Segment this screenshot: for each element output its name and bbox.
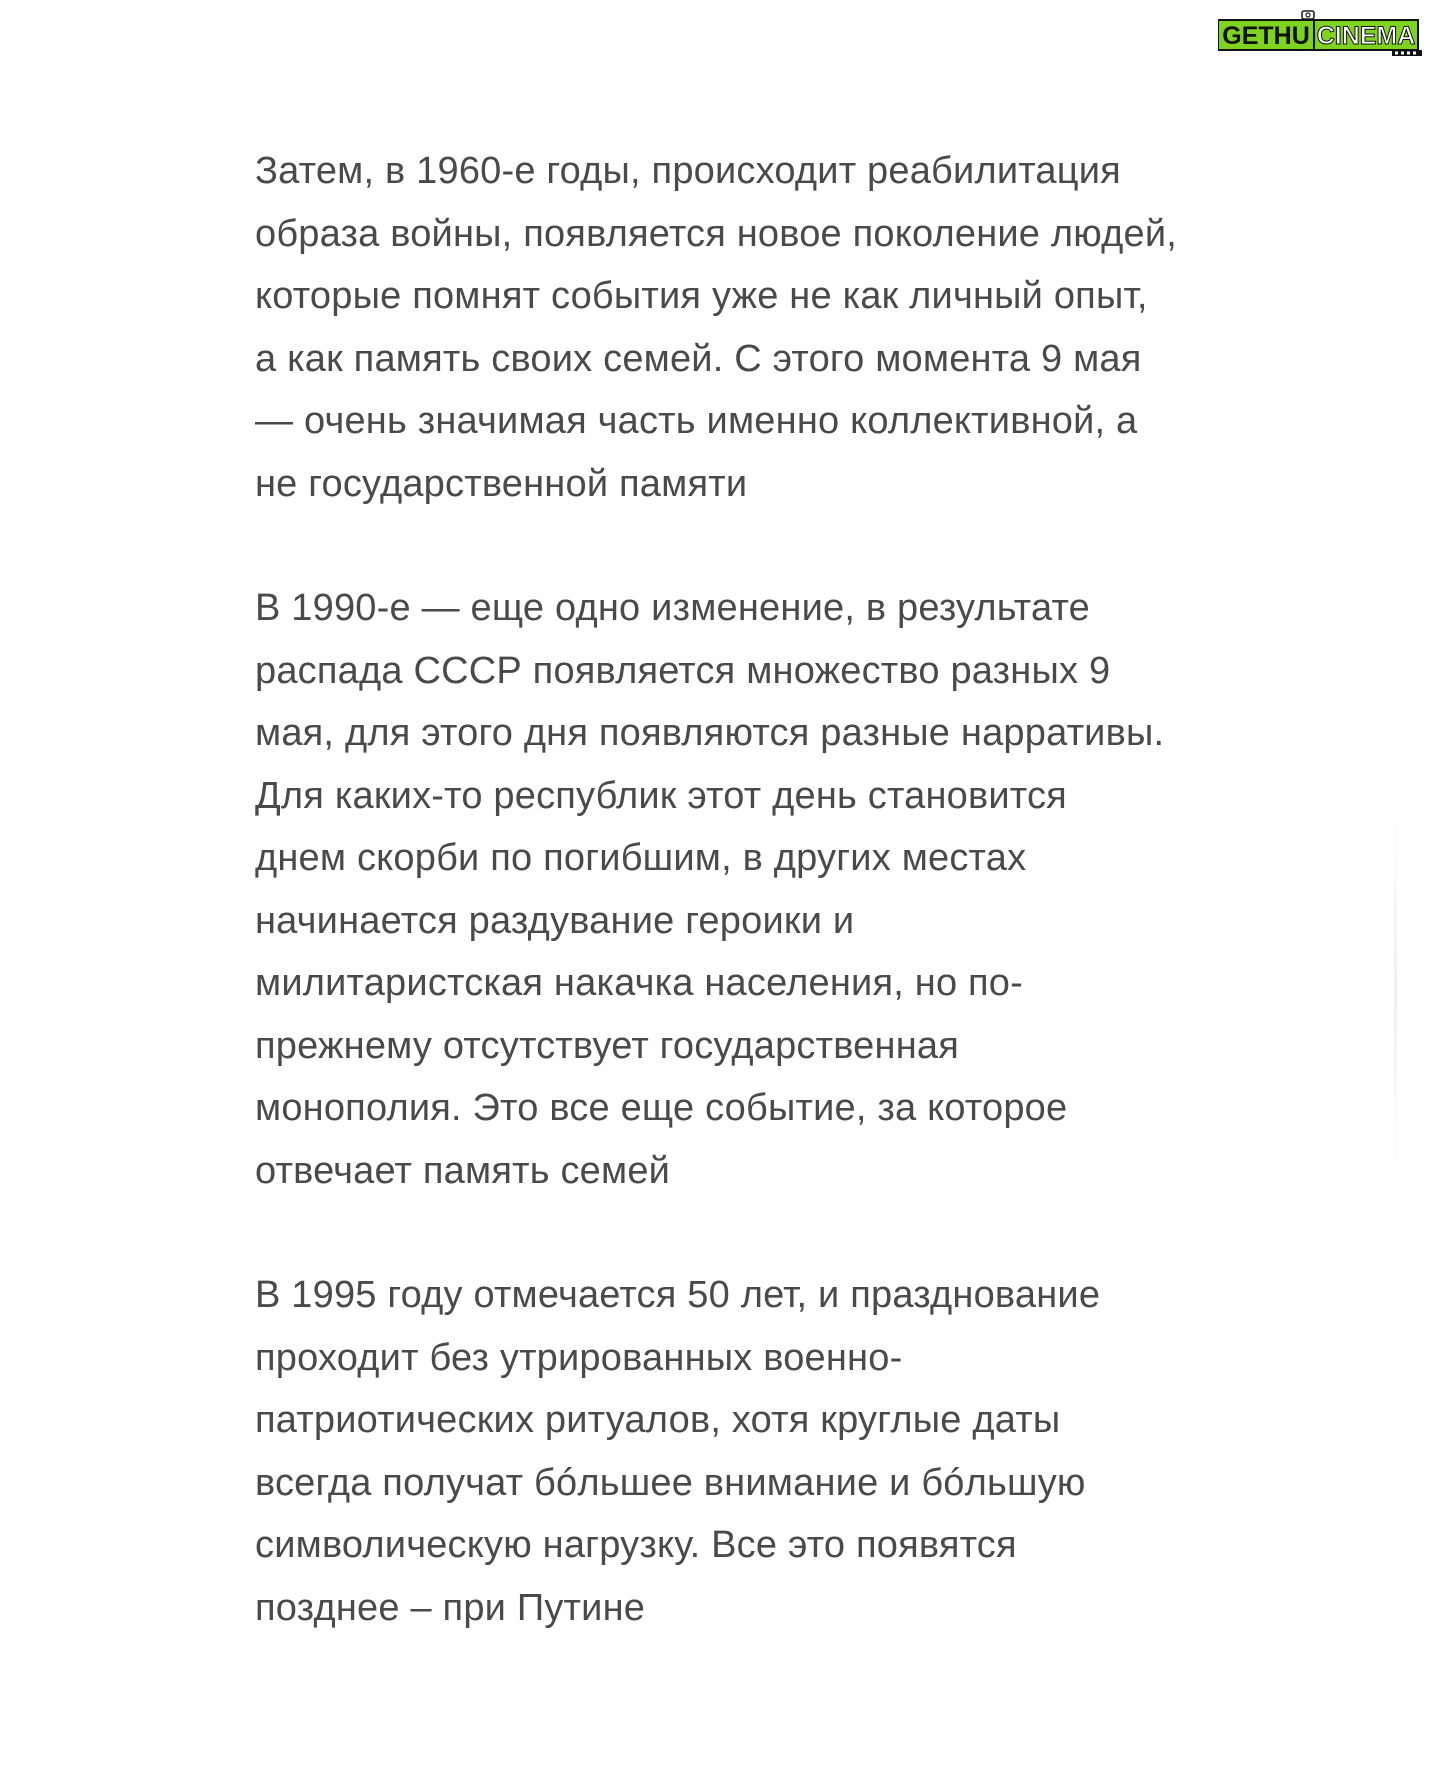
- text-line: милитаристская накачка населения, но по-: [255, 962, 1023, 1004]
- text-line: образа войны, появляется новое поколение людей,: [255, 212, 1178, 255]
- gethu-cinema-watermark-logo: [1218, 10, 1424, 56]
- paragraph-1995: [255, 1264, 1385, 1639]
- text-line: днем скорби по погибшим, в других местах: [255, 837, 1027, 879]
- watermark-text-cinema: CINEMA: [1316, 22, 1416, 50]
- watermark-text-gethu: GETHU: [1222, 22, 1310, 50]
- paragraph-1960s: [255, 140, 1385, 515]
- text-line: В 1995 году отмечается 50 лет, и празднование: [255, 1274, 1101, 1316]
- text-line: символическую нагрузку. Все это появятся: [255, 1524, 1017, 1566]
- text-line: мая, для этого дня появляются разные нарративы.: [255, 712, 1165, 754]
- text-line: Затем, в 1960-е годы, происходит реабилитация: [255, 150, 1121, 192]
- paragraph-1990s: [255, 577, 1385, 1202]
- text-line: патриотических ритуалов, хотя круглые даты: [255, 1399, 1061, 1441]
- text-line: которые помнят события уже не как личный опыт,: [255, 275, 1148, 317]
- article-body: [255, 140, 1385, 1639]
- text-line: монополия. Это все еще событие, за которое: [255, 1087, 1068, 1129]
- text-line: а как память своих семей. С этого момента 9 мая: [255, 337, 1142, 380]
- text-line: не государственной памяти: [255, 462, 748, 505]
- text-line: В 1990-е — еще одно изменение, в результате: [255, 587, 1090, 629]
- text-line: всегда получат бóльшее внимание и бóльшую: [255, 1461, 1086, 1504]
- text-line: начинается раздувание героики и: [255, 899, 855, 942]
- page-edge-shadow: [1394, 800, 1397, 1180]
- text-line: Для каких-то республик этот день становится: [255, 774, 1067, 817]
- text-line: — очень значимая часть именно коллективной, а: [255, 400, 1138, 442]
- text-line: отвечает память семей: [255, 1149, 671, 1192]
- text-line: позднее – при Путине: [255, 1586, 646, 1629]
- text-line: прежнему отсутствует государственная: [255, 1024, 960, 1067]
- watermark-logo-icon: [1218, 10, 1424, 56]
- text-line: проходит без утрированных военно-: [255, 1336, 903, 1379]
- text-line: распада СССР появляется множество разных 9: [255, 649, 1111, 692]
